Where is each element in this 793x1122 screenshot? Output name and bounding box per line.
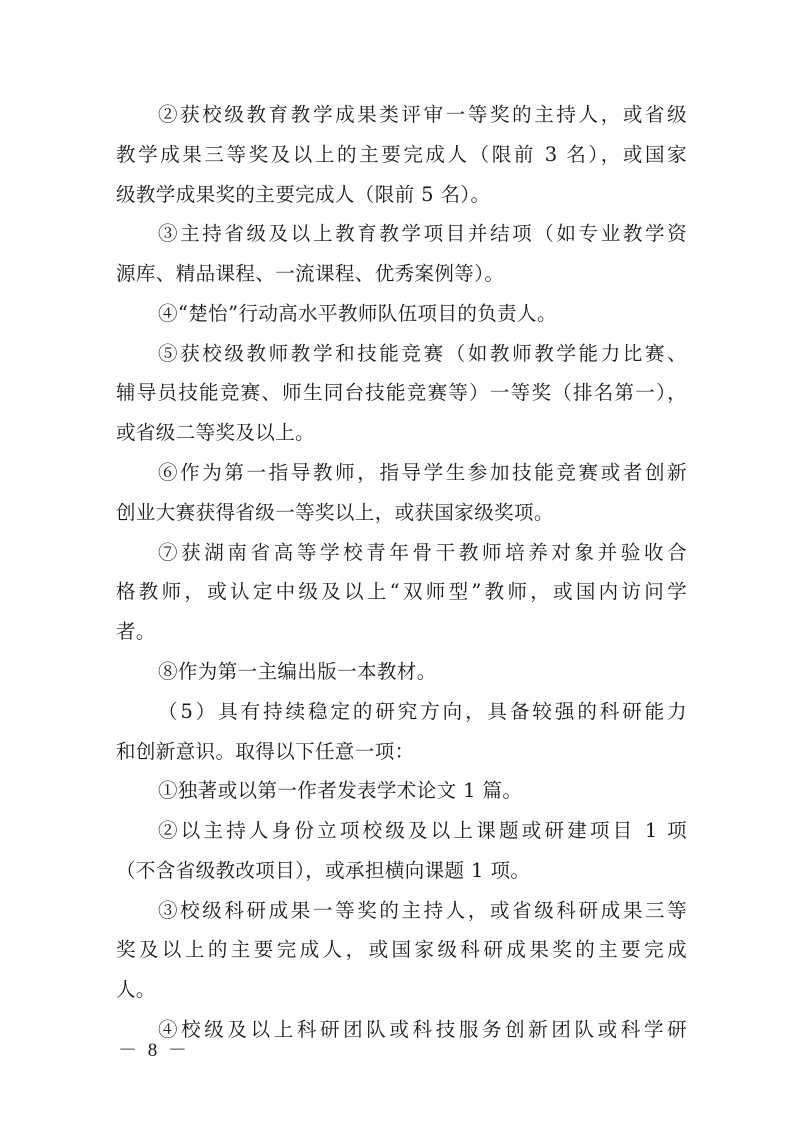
paragraph-line: 和创新意识。取得以下任意一项： <box>116 739 415 763</box>
paragraph-line: ④“楚怡”行动高水平教师队伍项目的负责人。 <box>158 301 557 325</box>
paragraph-line: ③主持省级及以上教育教学项目并结项（如专业教学资 <box>158 222 687 246</box>
paragraph-line: ①独著或以第一作者发表学术论文 1 篇。 <box>158 779 523 803</box>
paragraph-line: 创业大赛获得省级一等奖以上，或获国家级奖项。 <box>116 500 554 524</box>
paragraph-line: ③校级科研成果一等奖的主持人，或省级科研成果三等 <box>158 898 687 922</box>
paragraph-line: ④校级及以上科研团队或科技服务创新团队或科学研 <box>158 1018 687 1041</box>
paragraph-line: 教学成果三等奖及以上的主要完成人（限前 3 名），或国家 <box>116 142 687 166</box>
paragraph-line: （5）具有持续稳定的研究方向，具备较强的科研能力 <box>158 699 687 723</box>
paragraph-line: 源库、精品课程、一流课程、优秀案例等）。 <box>116 262 505 286</box>
paragraph-line: 者。 <box>116 620 156 644</box>
paragraph-line: ⑦获湖南省高等学校青年骨干教师培养对象并验收合 <box>158 540 687 564</box>
paragraph-line: ②获校级教育教学成果类评审一等奖的主持人，或省级 <box>158 103 687 126</box>
paragraph-line: （不含省级教改项目），或承担横向课题 1 项。 <box>116 858 531 882</box>
paragraph-line: ⑧作为第一主编出版一本教材。 <box>158 659 437 683</box>
paragraph-line: 或省级二等奖及以上。 <box>116 421 316 445</box>
paragraph-line: ②以主持人身份立项校级及以上课题或研建项目 1 项 <box>158 819 687 843</box>
paragraph-line: ⑤获校级教师教学和技能竞赛（如教师教学能力比赛、 <box>158 341 687 365</box>
paragraph-line: 级教学成果奖的主要完成人（限前 5 名）。 <box>116 182 491 206</box>
paragraph-line: 奖及以上的主要完成人，或国家级科研成果奖的主要完成 <box>116 938 687 962</box>
paragraph-line: 辅导员技能竞赛、师生同台技能竞赛等）一等奖（排名第一）， <box>116 381 687 405</box>
paragraph-line: 人。 <box>116 978 156 1002</box>
paragraph-line: ⑥作为第一指导教师，指导学生参加技能竞赛或者创新 <box>158 461 687 485</box>
page-number: － 8 － <box>118 1040 191 1061</box>
paragraph-line: 格教师，或认定中级及以上“双师型”教师，或国内访问学 <box>116 580 687 604</box>
